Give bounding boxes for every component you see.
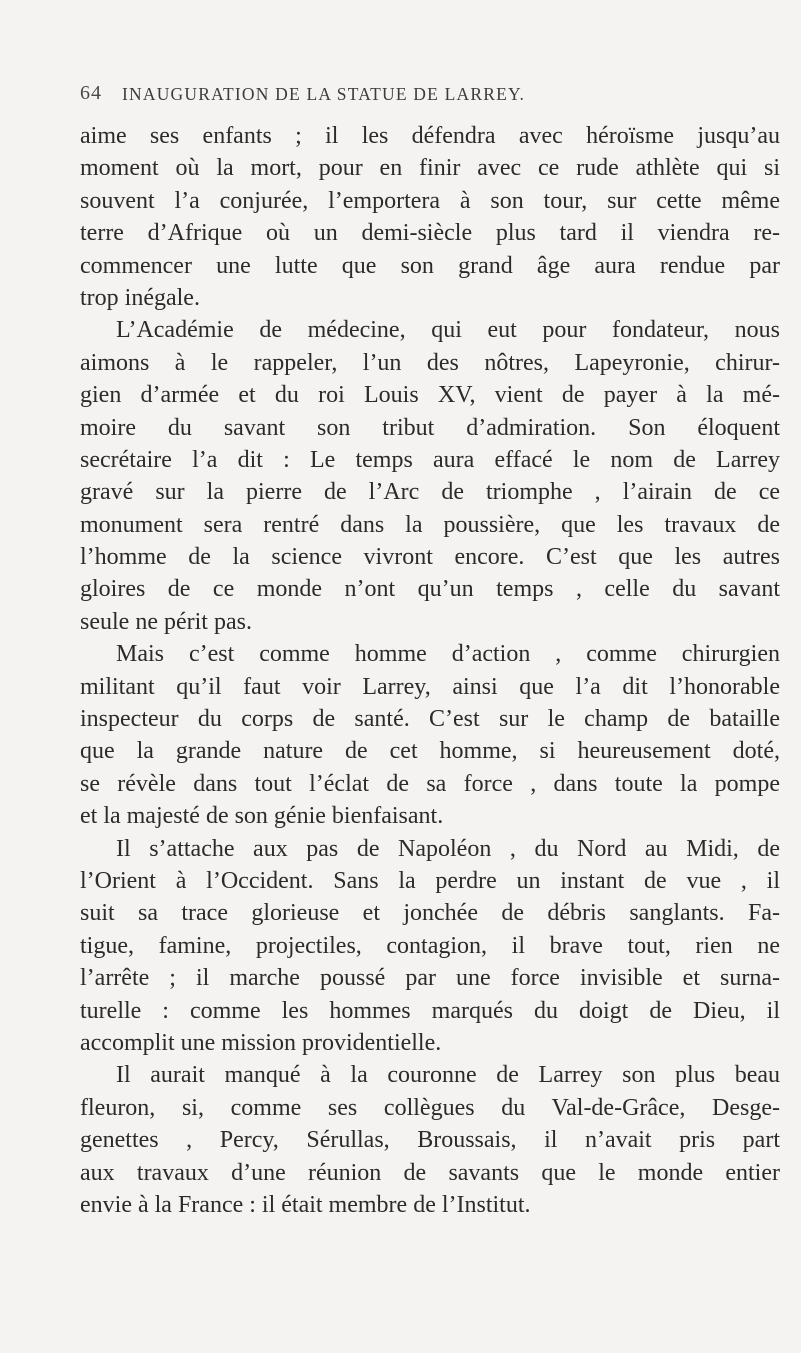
text-line: envie à la France : il était membre de l’Institut. bbox=[80, 1191, 531, 1218]
text-line: commencer une lutte que son grand âge aura rendue par bbox=[80, 252, 780, 279]
text-line: l’homme de la science vivront encore. C’est que les autres bbox=[80, 544, 780, 571]
text-line: L’Académie de médecine, qui eut pour fondateur, nous bbox=[116, 317, 780, 344]
text-line: monument sera rentré dans la poussière, que les travaux de bbox=[80, 511, 780, 538]
text-line: gloires de ce monde n’ont qu’un temps , celle du savant bbox=[80, 576, 780, 603]
text-line: que la grande nature de cet homme, si heureusement doté, bbox=[80, 738, 780, 765]
text-line: l’Orient à l’Occident. Sans la perdre un instant de vue , il bbox=[80, 867, 780, 894]
text-line: fleuron, si, comme ses collègues du Val-de-Grâce, Desge- bbox=[80, 1094, 780, 1121]
text-line: aux travaux d’une réunion de savants que le monde entier bbox=[80, 1159, 780, 1186]
text-line: aime ses enfants ; il les défendra avec héroïsme jusqu’au bbox=[80, 123, 780, 149]
text-line: trop inégale. bbox=[80, 284, 200, 311]
text-line: gien d’armée et du roi Louis XV, vient de payer à la mé- bbox=[80, 382, 780, 409]
text-line: Il aurait manqué à la couronne de Larrey son plus beau bbox=[116, 1062, 780, 1089]
text-line: turelle : comme les hommes marqués du doigt de Dieu, il bbox=[80, 997, 780, 1024]
text-line: gravé sur la pierre de l’Arc de triomphe , l’airain de ce bbox=[80, 479, 780, 506]
text-line: moment où la mort, pour en finir avec ce rude athlète qui si bbox=[80, 155, 780, 182]
text-line: et la majesté de son génie bienfaisant. bbox=[80, 803, 444, 830]
page-number: 64 bbox=[80, 82, 102, 104]
page-header bbox=[80, 82, 780, 112]
text-line: secrétaire l’a dit : Le temps aura effacé le nom de Larrey bbox=[80, 446, 780, 473]
text-line: seule ne périt pas. bbox=[80, 608, 252, 635]
text-line: se révèle dans tout l’éclat de sa force , dans toute la pompe bbox=[80, 770, 780, 797]
text-line: militant qu’il faut voir Larrey, ainsi que l’a dit l’honorable bbox=[80, 673, 780, 700]
running-title: INAUGURATION DE LA STATUE DE LARREY. bbox=[122, 84, 526, 104]
text-line: suit sa trace glorieuse et jonchée de débris sanglants. Fa- bbox=[80, 900, 780, 927]
text-line: l’arrête ; il marche poussé par une force invisible et surna- bbox=[80, 965, 780, 992]
text-line: Il s’attache aux pas de Napoléon , du Nord au Midi, de bbox=[116, 835, 780, 862]
text-line: accomplit une mission providentielle. bbox=[80, 1029, 442, 1056]
text-line: moire du savant son tribut d’admiration. Son éloquent bbox=[80, 414, 780, 441]
text-line: aimons à le rappeler, l’un des nôtres, Lapeyronie, chirur- bbox=[80, 349, 780, 376]
text-line: genettes , Percy, Sérullas, Broussais, il n’avait pris part bbox=[80, 1127, 780, 1154]
text-line: terre d’Afrique où un demi-siècle plus tard il viendra re- bbox=[80, 220, 780, 247]
text-line: souvent l’a conjurée, l’emportera à son tour, sur cette même bbox=[80, 187, 780, 214]
text-line: tigue, famine, projectiles, contagion, il brave tout, rien ne bbox=[80, 932, 780, 959]
text-line: Mais c’est comme homme d’action , comme chirurgien bbox=[116, 641, 780, 668]
text-line: inspecteur du corps de santé. C’est sur le champ de bataille bbox=[80, 706, 780, 733]
body-text bbox=[80, 120, 780, 1221]
